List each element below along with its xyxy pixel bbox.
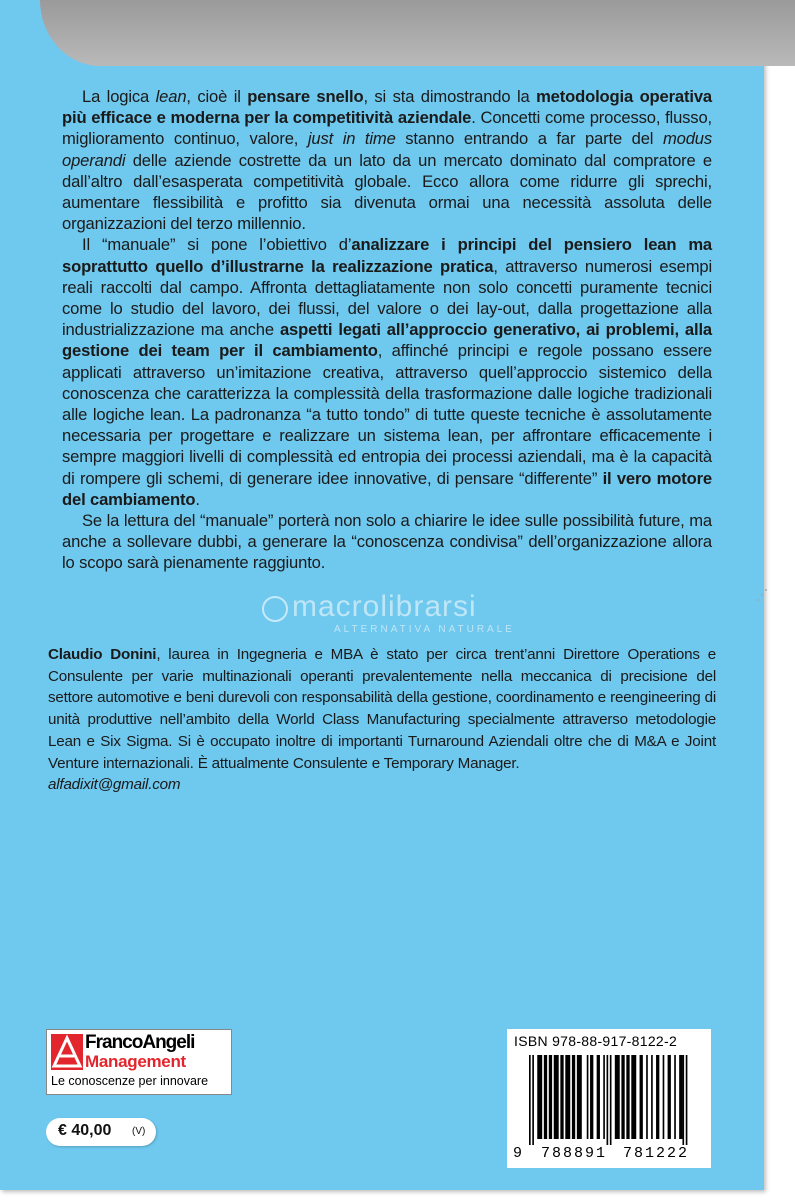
barcode-digit-first: 9	[513, 1145, 523, 1162]
barcode-bar	[603, 1055, 605, 1139]
publisher-logo	[46, 1029, 232, 1095]
barcode-bar	[549, 1055, 552, 1139]
barcode-bar	[646, 1055, 648, 1139]
barcode-bar	[674, 1055, 676, 1139]
barcode-bar	[529, 1055, 531, 1145]
text-run: modus operandi	[62, 129, 712, 170]
barcode-digits-left: 788891	[541, 1145, 608, 1162]
text-run: aspetti legati all’approccio generativo, ai problemi, alla gestione dei team per il cambiamento	[62, 320, 712, 361]
isbn-text: ISBN 978-88-917-8122-2	[514, 1033, 678, 1049]
description-paragraph-3	[62, 510, 712, 574]
text-run: , affinché principi e regole possano essere applicati attraverso un’imitazione creativa, attraverso quell’approccio sistemico della conoscenza che caratterizza la complessità della trasformazione dalle logiche tradizionali alle logiche lean. La padronanza “a tutto tondo” di tutte queste tecniche è assolutamente necessaria per progettare e realizzare un sistema lean, per affrontare efficacemente i sempre maggiori livelli di complessità ed entropia dei processi aziendali, ma è la capacità di rompere gli schemi, di generare idee innovative, di pensare “differente”	[62, 341, 712, 488]
text-run: , si sta dimostrando la	[363, 87, 537, 106]
author-name: Claudio Donini	[48, 646, 157, 663]
text-run: .	[195, 489, 200, 509]
text-run: stanno entrando a far parte del	[395, 129, 663, 149]
price-badge	[46, 1118, 156, 1146]
text-run: Il “manuale” si pone l’obiettivo d’	[82, 235, 352, 255]
barcode-bar	[679, 1055, 682, 1139]
barcode-bar	[610, 1055, 612, 1145]
decorative-dots	[752, 586, 772, 606]
text-run: La logica	[82, 87, 156, 106]
top-grey-band	[40, 0, 795, 66]
barcode-bar	[572, 1055, 575, 1139]
text-run: delle aziende costrette da un lato da un mercato dominato dal compratore e dall’altro dall’esasperata competitività globale. Ecco allora come ridurre gli sprechi, aumentare flessibilità e profitto sia divenuta ormai una necessità assoluta delle organizzazioni del terzo millennio.	[62, 150, 712, 234]
barcode-bar	[651, 1055, 653, 1139]
barcode-bar	[626, 1055, 629, 1139]
price-value: € 40,00	[58, 1122, 112, 1139]
barcode-bar	[656, 1055, 659, 1139]
barcode-bar	[640, 1055, 643, 1139]
barcode-box	[507, 1029, 711, 1168]
watermark-name: macrolibrarsi	[292, 590, 477, 623]
text-run: metodologia operativa più efficace e moderna per la competitività aziendale	[62, 87, 712, 128]
author-bio-text: , laurea in Ingegneria e MBA è stato per circa trent’anni Direttore Operations e Consulente per varie multinazionali operanti prevalentemente nella meccanica di precisione del settore automotive e beni durevoli con responsabilità della gestione, coordinamento e reengineering di unità produttive nell’ambito della World Class Manufacturing specialmente attraverso metodologie Lean e Six Sigma. Si è occupato inoltre di importanti Turnaround Aziendali oltre che di M&A e Joint Venture internazionali. È attualmente Consulente e Temporary Manager.	[48, 646, 716, 772]
publisher-name: FrancoAngeli	[85, 1032, 195, 1053]
barcode-bar	[663, 1055, 665, 1139]
barcode-digits-right: 781222	[623, 1145, 690, 1162]
text-run: just in time	[307, 129, 396, 149]
text-run: Se la lettura del “manuale” porterà non solo a chiarire le idee sulle possibilità future, ma anche a sollevare dubbi, a generare la “conoscenza condivisa” dell’organizzazione allora lo scopo sarà pienamente raggiunto.	[62, 511, 712, 573]
price-vat: (V)	[132, 1126, 146, 1137]
barcode-bar	[537, 1055, 542, 1139]
barcode-bar	[607, 1055, 609, 1145]
text-run: analizzare i principi del pensiero lean ma soprattutto quello d’illustrarne la realizzazione pratica	[62, 235, 713, 276]
text-run: , cioè il	[186, 87, 248, 106]
author-bio	[48, 644, 716, 796]
barcode-bar	[631, 1055, 636, 1139]
watermark-tagline: ALTERNATIVA NATURALE	[334, 624, 515, 635]
author-email: alfadixit@gmail.com	[48, 776, 181, 794]
barcode-bar	[554, 1055, 559, 1139]
publisher-a-icon	[51, 1034, 83, 1070]
barcode-bars	[529, 1055, 701, 1145]
barcode-bar	[686, 1055, 688, 1145]
barcode-bar	[668, 1055, 671, 1139]
description-paragraph-1	[62, 86, 712, 234]
barcode-bar	[615, 1055, 620, 1139]
text-run: . Concetti come processo, flusso, miglioramento continuo, valore,	[62, 108, 712, 149]
publisher-series: Management	[85, 1052, 186, 1071]
barcode-bar	[544, 1055, 547, 1139]
description-paragraph-2	[62, 234, 712, 510]
barcode-bar	[560, 1055, 563, 1139]
text-run: pensare snello	[247, 87, 364, 106]
barcode-bar	[621, 1055, 624, 1139]
barcode-bar	[565, 1055, 570, 1139]
description-text	[62, 86, 712, 574]
barcode-bar	[577, 1055, 582, 1139]
barcode-bar	[682, 1055, 684, 1145]
text-run: lean	[155, 87, 187, 106]
barcode-bar	[590, 1055, 593, 1139]
text-run: , attraverso numerosi esempi reali raccolti dal campo. Affronta dettagliatamente non solo concetti puramente tecnici come lo studio del lavoro, dei flussi, del valore o dei lay-out, dalla progettazione alla industrializzazione ma anche	[62, 256, 712, 340]
text-run: il vero motore del cambiamento	[62, 468, 712, 509]
barcode-bar	[532, 1055, 534, 1145]
barcode-bar	[597, 1055, 600, 1139]
barcode-bar	[587, 1055, 589, 1139]
publisher-tagline: Le conoscenze per innovare	[51, 1074, 209, 1088]
